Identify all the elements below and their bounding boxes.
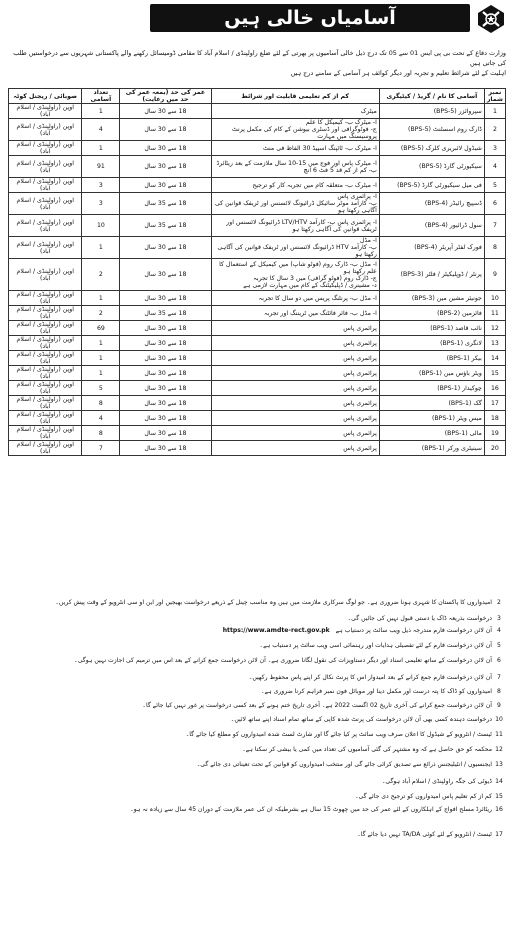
cell-quantity: 1 [82,351,120,366]
term-text-content: محکمہ کو حق حاصل ہے کہ وہ مشتہر کی گئی آسامیوں کی تعداد میں کمی یا بیشی کر سکتا ہے۔ [242,746,492,753]
list-item [8,615,506,627]
table-row [9,104,506,119]
cell-post: سیکیورٹی گارڈ (BPS-5) [379,156,484,178]
page-header [0,0,513,36]
cell-post: فورک لفٹر آپریٹر (BPS-4) [379,237,484,259]
term-number: 7 [497,674,501,681]
cell-serial: 2 [484,119,505,141]
list-item [8,657,506,674]
table-row [9,156,506,178]
term-number: 9 [497,702,501,709]
cell-age: 18 سے 30 سال [120,366,211,381]
list-item [8,831,506,843]
cell-quota: اوپن (راولپنڈی / اسلام آباد) [9,441,82,456]
term-text-content: آن لائن درخواست کے ساتھ تعلیمی اسناد اور دیگر دستاویزات کی نقول لگانا ضروری ہے۔ آن لائن درخواست جمع کرانے کے بعد اس میں ترمیم کی اجازت نہیں ہوگی۔ [74,657,492,664]
list-item [8,642,506,657]
cell-post: بیکر (BPS-1) [379,351,484,366]
cell-serial: 12 [484,321,505,336]
term-text [22,657,492,664]
table-row [9,411,506,426]
recruitment-website-link[interactable]: https://www.amdte-rect.gov.pk [222,627,330,634]
cell-serial: 13 [484,336,505,351]
cell-qualification: پرائمری پاس [211,441,379,456]
cell-qualification: ا- میٹرک ب- ٹائپنگ اسپیڈ 30 الفاظ فی منٹ [211,141,379,156]
cell-quota: اوپن (راولپنڈی / اسلام آباد) [9,193,82,215]
cell-quota: اوپن (راولپنڈی / اسلام آباد) [9,306,82,321]
cell-age: 18 سے 35 سال [120,215,211,237]
term-number: 12 [495,746,503,753]
cell-age: 18 سے 30 سال [120,336,211,351]
cell-serial: 7 [484,215,505,237]
cell-age: 18 سے 30 سال [120,381,211,396]
cell-quantity: 1 [82,366,120,381]
term-text [22,642,492,649]
term-text-content: کم از کم تعلیم پاس امیدواروں کو ترجیح دی جائے گی۔ [354,793,492,800]
term-text-content: آن لائن درخواست فارم مندرجہ ذیل ویب سائٹ پر دستیاب ہے [335,627,492,634]
cell-serial: 1 [484,104,505,119]
cell-post: مالی (BPS-1) [379,426,484,441]
column-header-serial: نمبر شمار [484,89,505,104]
term-text [22,702,492,709]
cell-post: شیڈول لائبریری کلرک (BPS-5) [379,141,484,156]
intro-text [8,48,506,78]
cell-quota: اوپن (راولپنڈی / اسلام آباد) [9,178,82,193]
cell-quota: اوپن (راولپنڈی / اسلام آباد) [9,396,82,411]
cell-post: سینیٹری ورکر (BPS-1) [379,441,484,456]
terms-list [8,599,506,843]
cell-age: 18 سے 30 سال [120,178,211,193]
term-text-content: درخواست دہندہ کسی بھی آن لائن درخواست کی پرنٹ شدہ کاپی کے ساتھ تمام اسناد اپنے ساتھ لائیں۔ [230,716,492,723]
cell-post: فی میل سیکیورٹی گارڈ (BPS-5) [379,178,484,193]
term-text-content: ٹیسٹ / انٹرویو کے لئے کوئی TA/DA نہیں دیا جائے گا۔ [357,831,492,838]
cell-age: 18 سے 30 سال [120,426,211,441]
cell-qualification: پرائمری پاس [211,366,379,381]
cell-serial: 6 [484,193,505,215]
term-text [22,746,492,753]
cell-quantity: 91 [82,156,120,178]
cell-post: سول ڈرائیور (BPS-4) [379,215,484,237]
cell-age: 18 سے 30 سال [120,104,211,119]
term-text [22,627,492,634]
list-item [8,731,506,746]
cell-quota: اوپن (راولپنڈی / اسلام آباد) [9,411,82,426]
cell-quantity: 7 [82,441,120,456]
cell-quota: اوپن (راولپنڈی / اسلام آباد) [9,104,82,119]
cell-post: لانگری (BPS-1) [379,336,484,351]
table-row [9,259,506,291]
term-number: 13 [495,761,503,768]
term-number: 6 [497,657,501,664]
table-row [9,215,506,237]
term-number: 17 [495,831,503,838]
list-item [8,778,506,793]
list-item [8,746,506,761]
cell-quantity: 2 [82,259,120,291]
term-number: 11 [495,731,503,738]
list-item [8,761,506,778]
cell-quota: اوپن (راولپنڈی / اسلام آباد) [9,259,82,291]
term-number: 16 [495,806,503,813]
cell-qualification: پرائمری پاس [211,381,379,396]
cell-serial: 3 [484,141,505,156]
cell-age: 18 سے 30 سال [120,321,211,336]
cell-post: ویٹر باؤس مین (BPS-1) [379,366,484,381]
term-text [22,731,492,738]
cell-post: میس ویٹر (BPS-1) [379,411,484,426]
term-number: 2 [497,599,501,606]
cell-quota: اوپن (راولپنڈی / اسلام آباد) [9,141,82,156]
cell-serial: 5 [484,178,505,193]
cell-qualification: ا- مڈل ب- ڈارک روم (فوٹو شاپ) میں کیمیکل کے استعمال کا علم رکھتا ہو ج- ڈارک روم (فوٹو گرافی) میں 3 سال کا تجربہ د- مشینری / ڈپلیکیٹنگ کے کام میں مہارت لازمی ہے [211,259,379,291]
term-text [22,615,492,622]
table-row [9,381,506,396]
table-row [9,336,506,351]
term-number: 14 [495,778,503,785]
cell-qualification: میٹرک [211,104,379,119]
table-row [9,237,506,259]
cell-quota: اوپن (راولپنڈی / اسلام آباد) [9,156,82,178]
term-text [22,761,492,768]
cell-serial: 15 [484,366,505,381]
table-row [9,351,506,366]
table-row [9,426,506,441]
list-item [8,674,506,688]
cell-quantity: 3 [82,193,120,215]
cell-quantity: 1 [82,104,120,119]
cell-quota: اوپن (راولپنڈی / اسلام آباد) [9,237,82,259]
term-text-content: ٹیسٹ / انٹرویو کے شیڈول کا اعلان صرف ویب سائٹ پر کیا جائے گا اور شارٹ لسٹ شدہ امیدواروں کو مطلع کیا جائے گا۔ [185,731,492,738]
list-item [8,806,506,831]
table-row [9,366,506,381]
cell-quantity: 1 [82,336,120,351]
cell-quota: اوپن (راولپنڈی / اسلام آباد) [9,321,82,336]
cell-quota: اوپن (راولپنڈی / اسلام آباد) [9,351,82,366]
table-row [9,141,506,156]
cell-quantity: 1 [82,141,120,156]
cell-qualification: پرائمری پاس [211,321,379,336]
cell-quantity: 1 [82,237,120,259]
term-number: 15 [495,793,503,800]
cell-post: پرنٹر / ڈوپلیکیٹر / فلٹر (BPS-3) [379,259,484,291]
cell-serial: 17 [484,396,505,411]
term-number: 8 [497,688,501,695]
cell-age: 18 سے 30 سال [120,156,211,178]
cell-qualification: پرائمری پاس [211,396,379,411]
vacancies-table [8,88,506,456]
cell-quota: اوپن (راولپنڈی / اسلام آباد) [9,336,82,351]
cell-quantity: 8 [82,396,120,411]
cell-age: 18 سے 30 سال [120,259,211,291]
cell-quantity: 2 [82,306,120,321]
column-header-quota: صوبائی / ریجنل کوٹہ [9,89,82,104]
cell-age: 18 سے 30 سال [120,119,211,141]
cell-serial: 14 [484,351,505,366]
list-item [8,688,506,702]
cell-quota: اوپن (راولپنڈی / اسلام آباد) [9,381,82,396]
cell-serial: 4 [484,156,505,178]
term-number: 4 [497,627,501,634]
term-text [22,716,492,723]
term-number: 5 [497,642,501,649]
cell-post: ڈارک روم اسسٹنٹ (BPS-5) [379,119,484,141]
table-row [9,119,506,141]
cell-qualification: ا- پرائمری پاس ب- کارآمد موٹر سائیکل ڈرائیونگ لائسنس اور ٹریفک قوانین کی آگاہی رکھتا ہو [211,193,379,215]
cell-age: 18 سے 35 سال [120,306,211,321]
cell-qualification: پرائمری پاس [211,411,379,426]
cell-quantity: 4 [82,119,120,141]
column-header-qualification: کم از کم تعلیمی قابلیت اور شرائط [211,89,379,104]
page-title: آسامیاں خالی ہیں [150,4,470,32]
cell-serial: 8 [484,237,505,259]
table-row [9,396,506,411]
cell-post: جونیئر مشین مین (BPS-3) [379,291,484,306]
column-header-post: آسامی کا نام / گریڈ / کیٹیگری [379,89,484,104]
cell-age: 18 سے 35 سال [120,193,211,215]
cell-qualification: ا- پرائمری پاس ب- کارآمد LTV/HTV ڈرائیونگ لائسنس اور ٹریفک قوانین کی آگاہی رکھتا ہو [211,215,379,237]
term-number: 10 [495,716,503,723]
cell-qualification: ا- میٹرک ب- کیمیکل کا علم ج- فوٹوگرافی اور ڈسٹری بیوشن کے کام کی مکمل پرنٹ پروسیسنگ میں مہارت [211,119,379,141]
cell-post: گک (BPS-1) [379,396,484,411]
cell-age: 18 سے 30 سال [120,441,211,456]
cell-post: ڈسپیچ رائیڈر (BPS-4) [379,193,484,215]
cell-serial: 11 [484,306,505,321]
army-emblem-icon [475,3,507,35]
list-item [8,627,506,642]
cell-qualification: ا- میٹرک ب- متعلقہ کام میں تجربہ کار کو ترجیح [211,178,379,193]
cell-serial: 10 [484,291,505,306]
cell-qualification: ا- مڈل ب- فائر فائٹنگ میں ٹریننگ اور تجربہ [211,306,379,321]
cell-age: 18 سے 30 سال [120,396,211,411]
list-item [8,793,506,806]
term-text-content: آن لائن درخواست فارم کے لئے تفصیلی ہدایات اور رہنمائی اسی ویب سائٹ پر دستیاب ہے۔ [259,642,492,649]
table-row [9,306,506,321]
cell-quantity: 3 [82,178,120,193]
table-header-row [9,89,506,104]
cell-quota: اوپن (راولپنڈی / اسلام آباد) [9,215,82,237]
intro-line-1: وزارت دفاع کے تحت بی پی ایس 01 سے 05 تک درج ذیل خالی آسامیوں پر بھرتی کے لئے ضلع راولپنڈی / اسلام آباد کا مقامی ڈومیسائل رکھنے والے پاکستانی شہریوں سے درخواستیں طلب کی جاتی ہیں [13,49,506,67]
term-text [22,599,492,606]
term-text-content: ایجنسیوں / انٹیلیجنس ذرائع سے تصدیق کرائی جائے گی اور منتخب امیدواروں کو قوانین کے تحت تعیناتی دی جائے گی۔ [196,761,492,768]
cell-serial: 16 [484,381,505,396]
table-row [9,193,506,215]
cell-quota: اوپن (راولپنڈی / اسلام آباد) [9,426,82,441]
column-header-quantity: تعداد آسامی [82,89,120,104]
cell-qualification: پرائمری پاس [211,351,379,366]
list-item [8,599,506,615]
cell-serial: 19 [484,426,505,441]
cell-quantity: 8 [82,426,120,441]
cell-age: 18 سے 30 سال [120,237,211,259]
list-item [8,716,506,731]
term-text-content: امیدواروں کو ڈاک کا پتہ درست اور مکمل دینا اور موبائل فون نمبر فراہم کرنا ضروری ہے۔ [260,688,492,695]
cell-age: 18 سے 30 سال [120,411,211,426]
term-text-content: آن لائن درخواست جمع کرانے کی آخری تاریخ 02 اگست 2022 ہے۔ آخری تاریخ ختم ہونے کے بعد کسی درخواست پر غور نہیں کیا جائے گا۔ [142,702,492,709]
term-text [22,674,492,681]
cell-qualification: پرائمری پاس [211,426,379,441]
term-text [22,688,492,695]
cell-serial: 18 [484,411,505,426]
cell-post: سپروائزر (BPS-5) [379,104,484,119]
cell-qualification: پرائمری پاس [211,336,379,351]
cell-quantity: 10 [82,215,120,237]
cell-quota: اوپن (راولپنڈی / اسلام آباد) [9,119,82,141]
cell-serial: 20 [484,441,505,456]
cell-age: 18 سے 30 سال [120,141,211,156]
term-text-content: ڈیوٹی کی جگہ راولپنڈی / اسلام آباد ہوگی۔ [381,778,492,785]
cell-quota: اوپن (راولپنڈی / اسلام آباد) [9,291,82,306]
term-text [22,793,492,800]
term-number: 3 [497,615,501,622]
term-text [22,778,492,785]
table-row [9,321,506,336]
cell-quantity: 4 [82,411,120,426]
cell-post: چوکیدار (BPS-1) [379,381,484,396]
term-text-content: ریٹائرڈ مسلح افواج کے اہلکاروں کے لئے عمر کی حد میں چھوٹ 15 سال ہے بشرطیکہ ان کی عمر ملازمت کے دوران 45 سال سے زیادہ نہ ہو۔ [130,806,492,813]
cell-quantity: 5 [82,381,120,396]
term-text-content: امیدواروں کا پاکستان کا شہری ہونا ضروری ہے۔ جو لوگ سرکاری ملازمت میں ہیں وہ مناسب چینل کے ذریعے درخواست بھیجیں اور این او سی انٹرویو کے وقت پیش کریں۔ [55,599,492,606]
list-item [8,702,506,716]
cell-quantity: 69 [82,321,120,336]
cell-post: فائرمین (BPS-2) [379,306,484,321]
column-header-age: عمر کی حد (بمعہ عمر کی حد میں رعایت) [120,89,211,104]
cell-quantity: 1 [82,291,120,306]
cell-age: 18 سے 30 سال [120,351,211,366]
table-row [9,178,506,193]
term-text [22,831,492,838]
term-text-content: آن لائن درخواست فارم جمع کرانے کے بعد امیدوار اس کا پرنٹ نکال کر اپنے پاس محفوظ رکھیں۔ [248,674,492,681]
table-row [9,291,506,306]
cell-post: نائب قاصد (BPS-1) [379,321,484,336]
table-row [9,441,506,456]
cell-qualification: ا- مڈل ب- کارآمد HTV ڈرائیونگ لائسنس اور ٹریفک قوانین کی آگاہی رکھتا ہو [211,237,379,259]
intro-line-2: اہلیت کے لئے شرائط تعلیم و تجربہ اور دیگر کوائف ہر آسامی کے سامنے درج ہیں [290,69,506,77]
term-text [22,806,492,813]
cell-quota: اوپن (راولپنڈی / اسلام آباد) [9,366,82,381]
term-text-content: درخواست بذریعہ ڈاک یا دستی قبول نہیں کی جائیں گی۔ [347,615,492,622]
cell-age: 18 سے 30 سال [120,291,211,306]
cell-qualification: ا- میٹرک پاس اور فوج میں 15-10 سال ملازمت کے بعد ریٹائرڈ ب- کم از کم قد 5 فٹ 6 انچ [211,156,379,178]
cell-qualification: ا- مڈل ب- پرنٹنگ پریس میں دو سال کا تجربہ [211,291,379,306]
cell-serial: 9 [484,259,505,291]
